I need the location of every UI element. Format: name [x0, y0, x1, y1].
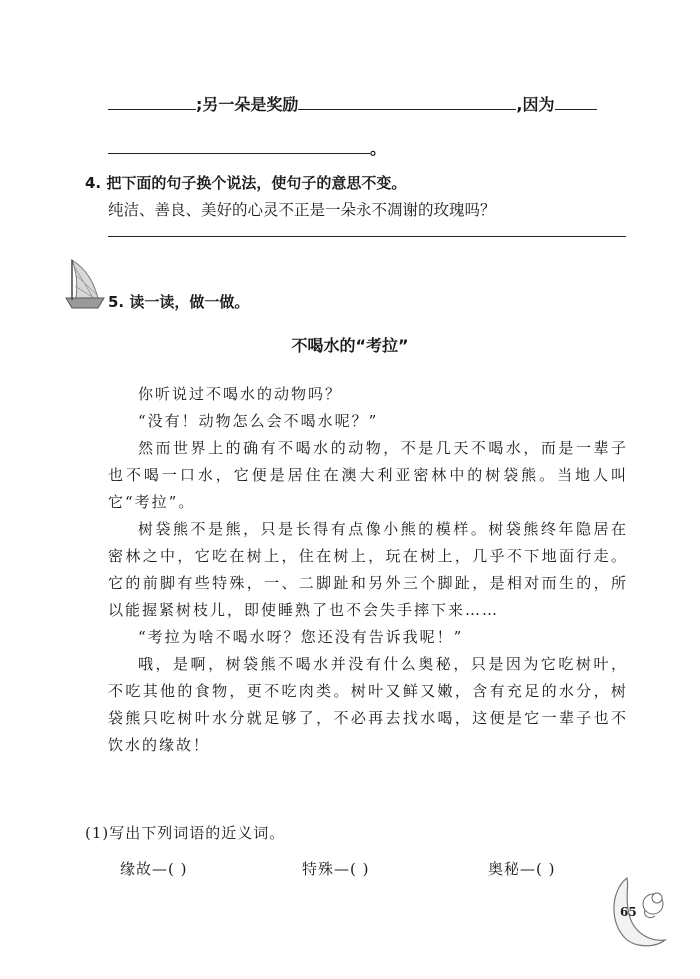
row1-text-b: ,因为 — [516, 95, 555, 114]
page-number: 65 — [620, 905, 637, 919]
fill-row-2 — [108, 136, 386, 159]
fill-row-1 — [108, 92, 597, 115]
sailboat-icon — [58, 256, 110, 314]
question-4-heading: 4. 把下面的句子换个说法，使句子的意思不变。 — [85, 174, 407, 192]
story-paragraph: “没有！动物怎么会不喝水呢？” — [138, 412, 379, 430]
synonym-word: 缘故 — [120, 860, 153, 878]
synonym-item[interactable] — [488, 858, 556, 879]
story-paragraph: “考拉为啥不喝水呀？您还没有告诉我呢！” — [138, 628, 464, 646]
story-paragraph: 你听说过不喝水的动物吗？ — [138, 385, 343, 403]
sub-question-1: (1)写出下列词语的近义词。 — [85, 824, 286, 842]
blank-line[interactable] — [298, 108, 516, 110]
story-title: 不喝水的“考拉” — [291, 336, 409, 355]
synonym-blank[interactable]: —( ) — [520, 860, 556, 878]
question-5-heading: 5. 读一读，做一做。 — [108, 293, 250, 311]
story-paragraph: 然而世界上的确有不喝水的动物，不是几天不喝水，而是一辈子也不喝一口水，它便是居住在澳大利亚密林中的树袋熊。当地人叫它“考拉”。 — [108, 439, 628, 511]
row2-end: 。 — [370, 139, 387, 158]
blank-line[interactable] — [108, 108, 196, 110]
synonym-blank[interactable]: —( ) — [334, 860, 370, 878]
synonym-word: 奥秘 — [488, 860, 521, 878]
story-paragraph: 树袋熊不是熊，只是长得有点像小熊的模样。树袋熊终年隐居在密林之中，它吃在树上，住在树上，玩在树上，几乎不下地面行走。它的前脚有些特殊，一、二脚趾和另外三个脚趾，是相对而生的，所以能握紧树枝儿，即使睡熟了也不会失手摔下来…… — [108, 520, 628, 619]
story-body — [108, 381, 628, 759]
row1-text-a: ;另一朵是奖励 — [196, 95, 299, 114]
blank-line[interactable] — [108, 152, 370, 154]
moon-lamb-icon — [605, 870, 675, 950]
synonym-item[interactable] — [302, 858, 370, 879]
synonym-blank[interactable]: —( ) — [152, 860, 188, 878]
synonym-item[interactable] — [120, 858, 188, 879]
story-paragraph: 哦，是啊，树袋熊不喝水并没有什么奥秘，只是因为它吃树叶，不吃其他的食物，更不吃肉类。树叶又鲜又嫩，含有充足的水分，树袋熊只吃树叶水分就足够了，不必再去找水喝，这便是它一辈子也不饮水的缘故！ — [108, 655, 628, 754]
answer-line[interactable] — [108, 236, 626, 237]
blank-line[interactable] — [555, 108, 597, 110]
question-4-sentence: 纯洁、善良、美好的心灵不正是一朵永不凋谢的玫瑰吗？ — [108, 201, 496, 219]
synonym-word: 特殊 — [302, 860, 335, 878]
